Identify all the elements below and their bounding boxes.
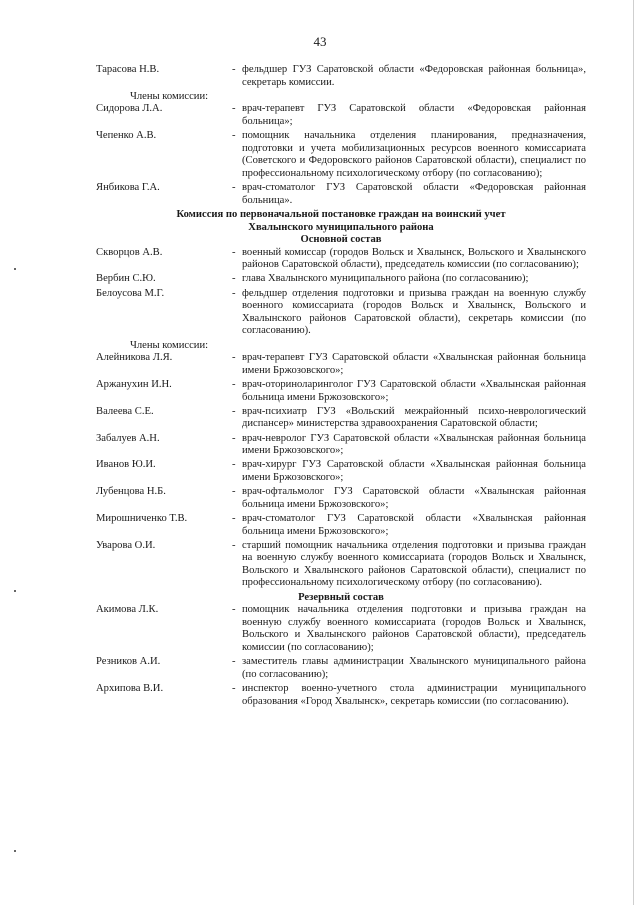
list-item [96,130,586,180]
scan-speck [14,590,16,592]
list-item [96,656,586,681]
member-role: - врач-хирург ГУЗ Саратовской области «Хвалынская районная больница имени Бржозовского»; [232,459,586,484]
member-name: Архипова В.И. [96,683,164,694]
list-item [96,459,586,484]
member-name: Белоусова М.Г. [96,287,165,299]
member-name: Тарасова Н.В. [96,64,160,75]
member-role: - помощник начальника отделения подготовки и призыва граждан на военную службу военного комиссариата (городов Вольск и Хвалынск, Вольского и Хвалынского районов Саратовской области), председатель комиссии (по согласованию); [232,604,586,654]
member-role: - врач-терапевт ГУЗ Саратовской области «Федоровская районная больница»; [232,103,586,128]
list-item [96,64,586,89]
page-number: 43 [313,34,327,49]
member-name: Сидорова Л.А. [96,103,163,115]
member-role: - помощник начальника отделения планирования, предназначения, подготовки и учета мобилизационных ресурсов военного комиссариата (Советского и Федоровского районов Саратовской области), специалист по профессиональному психологическому отбору (по согласованию); [232,130,586,180]
members-label: Члены комиссии: [130,339,209,351]
list-item [96,273,586,286]
member-name: Лубенцова Н.Б. [96,486,166,498]
member-role: - врач-стоматолог ГУЗ Саратовской области «Хвалынская районная больница имени Бржозовского»; [232,513,586,538]
member-role: - врач-невролог ГУЗ Саратовской области «Хвалынская районная больница имени Бржозовского»; [232,433,586,458]
list-item [96,604,586,654]
scan-edge-line [633,0,634,905]
member-role: - глава Хвалынского муниципального района (по согласованию); [232,273,586,286]
member-role: - фельдшер ГУЗ Саратовской области «Федоровская районная больница», секретарь комиссии. [232,64,586,89]
member-name: Вербин С.Ю. [96,273,156,285]
main-composition-heading: Основной состав [300,234,382,246]
list-item [96,182,586,207]
list-item [96,352,586,377]
member-role: - врач-стоматолог ГУЗ Саратовской области «Федоровская районная больница». [232,182,586,207]
list-item [96,513,586,538]
member-role: - врач-оториноларинголог ГУЗ Саратовской области «Хвалынская районная больница имени Бржозовского»; [232,379,586,404]
list-item [96,247,586,272]
scan-speck [14,850,16,852]
members-label: Члены комиссии: [130,90,209,102]
reserve-composition-heading: Резервный состав [298,591,384,603]
list-item [96,433,586,458]
member-role: - старший помощник начальника отделения подготовки и призыва граждан на военную службу военного комиссариата (городов Вольск и Хвалынск, Вольского и Хвалынского районов Саратовской области), специалист по профессиональному психологическому отбору (по согласованию). [232,540,586,590]
member-name: Акимова Л.К. [96,604,159,616]
document-body [96,64,586,710]
member-role: - фельдшер отделения подготовки и призыва граждан на военную службу военного комиссариата (городов Вольск и Хвалынск, Вольского и Хвалынского районов Саратовской области), секретарь комиссии (по согласованию). [232,288,586,338]
list-item [96,486,586,511]
member-role: - врач-офтальмолог ГУЗ Саратовской области «Хвалынская районная больница имени Бржозовского»; [232,486,586,511]
member-role: - врач-терапевт ГУЗ Саратовской области «Хвалынская районная больница имени Бржозовского»; [232,352,586,377]
list-item [96,406,586,431]
member-name: Чепенко А.В. [96,130,157,142]
scan-speck [14,268,16,270]
member-name: Валеева С.Е. [96,405,154,417]
list-item [96,288,586,338]
member-name: Алейникова Л.Я. [96,352,173,364]
list-item [96,103,586,128]
member-role: - инспектор военно-учетного стола администрации муниципального образования «Город Хвалынск», секретарь комиссии (по согласованию). [232,683,586,708]
commission-heading: Комиссия по первоначальной постановке граждан на воинский учет [176,208,506,220]
member-name: Мирошниченко Т.В. [96,512,188,524]
member-name: Уварова О.И. [96,539,156,551]
list-item [96,379,586,404]
member-name: Аржанухин И.Н. [96,379,172,390]
member-name: Янбикова Г.А. [96,182,160,194]
member-role: - военный комиссар (городов Вольск и Хвалынск, Вольского и Хвалынского районов Саратовской области), председатель комиссии (по согласованию); [232,247,586,272]
member-name: Иванов Ю.И. [96,459,156,471]
member-name: Забалуев А.Н. [96,432,160,444]
list-item [96,683,586,708]
commission-heading-district: Хвалынского муниципального района [248,221,434,233]
list-item [96,540,586,590]
member-role: - врач-психиатр ГУЗ «Вольский межрайонный психо-неврологический диспансер» министерства здравоохранения Саратовской области; [232,406,586,431]
member-name: Скворцов А.В. [96,246,163,258]
member-role: - заместитель главы администрации Хвалынского муниципального района (по согласованию); [232,656,586,681]
member-name: Резников А.И. [96,656,161,668]
